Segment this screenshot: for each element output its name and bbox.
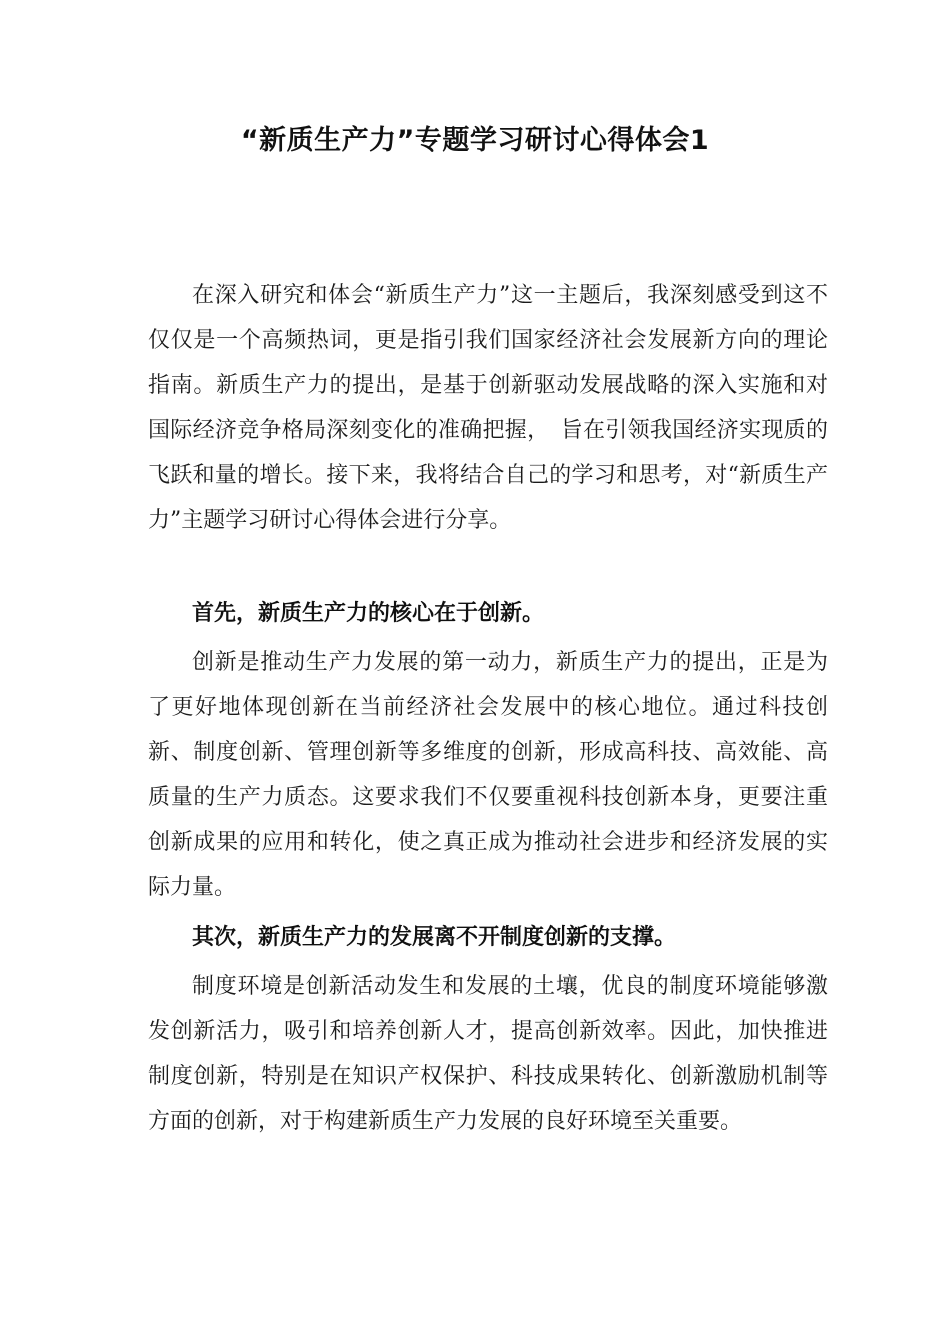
- paragraph-innovation: 创新是推动生产力发展的第一动力，新质生产力的提出，正是为了更好地体现创新在当前经济社会发展中的核心地位。通过科技创新、制度创新、管理创新等多维度的创新，形成高科技、高效能、高质量的生产力质态。这要求我们不仅要重视科技创新本身，更要注重创新成果的应用和转化，使之真正成为推动社会进步和经济发展的实际力量。: [148, 650, 828, 900]
- section-heading-innovation: 首先，新质生产力的核心在于创新。: [192, 601, 545, 626]
- paragraph-institution: 制度环境是创新活动发生和发展的土壤，优良的制度环境能够激发创新活力，吸引和培养创新人才，提高创新效率。因此，加快推进制度创新，特别是在知识产权保护、科技成果转化、创新激励机制等方面的创新，对于构建新质生产力发展的良好环境至关重要。: [148, 974, 828, 1134]
- document-title: “新质生产力”专题学习研讨心得体会1: [240, 125, 710, 156]
- section-heading-institution: 其次，新质生产力的发展离不开制度创新的支撑。: [192, 925, 677, 950]
- paragraph-intro: 在深入研究和体会“新质生产力”这一主题后，我深刻感受到这不仅仅是一个高频热词，更是指引我们国家经济社会发展新方向的理论指南。新质生产力的提出，是基于创新驱动发展战略的深入实施和对国际经济竞争格局深刻变化的准确把握， 旨在引领我国经济实现质的飞跃和量的增长。接下来，我将结合自己的学习和思考，对“新质生产力”主题学习研讨心得体会进行分享。: [148, 283, 828, 533]
